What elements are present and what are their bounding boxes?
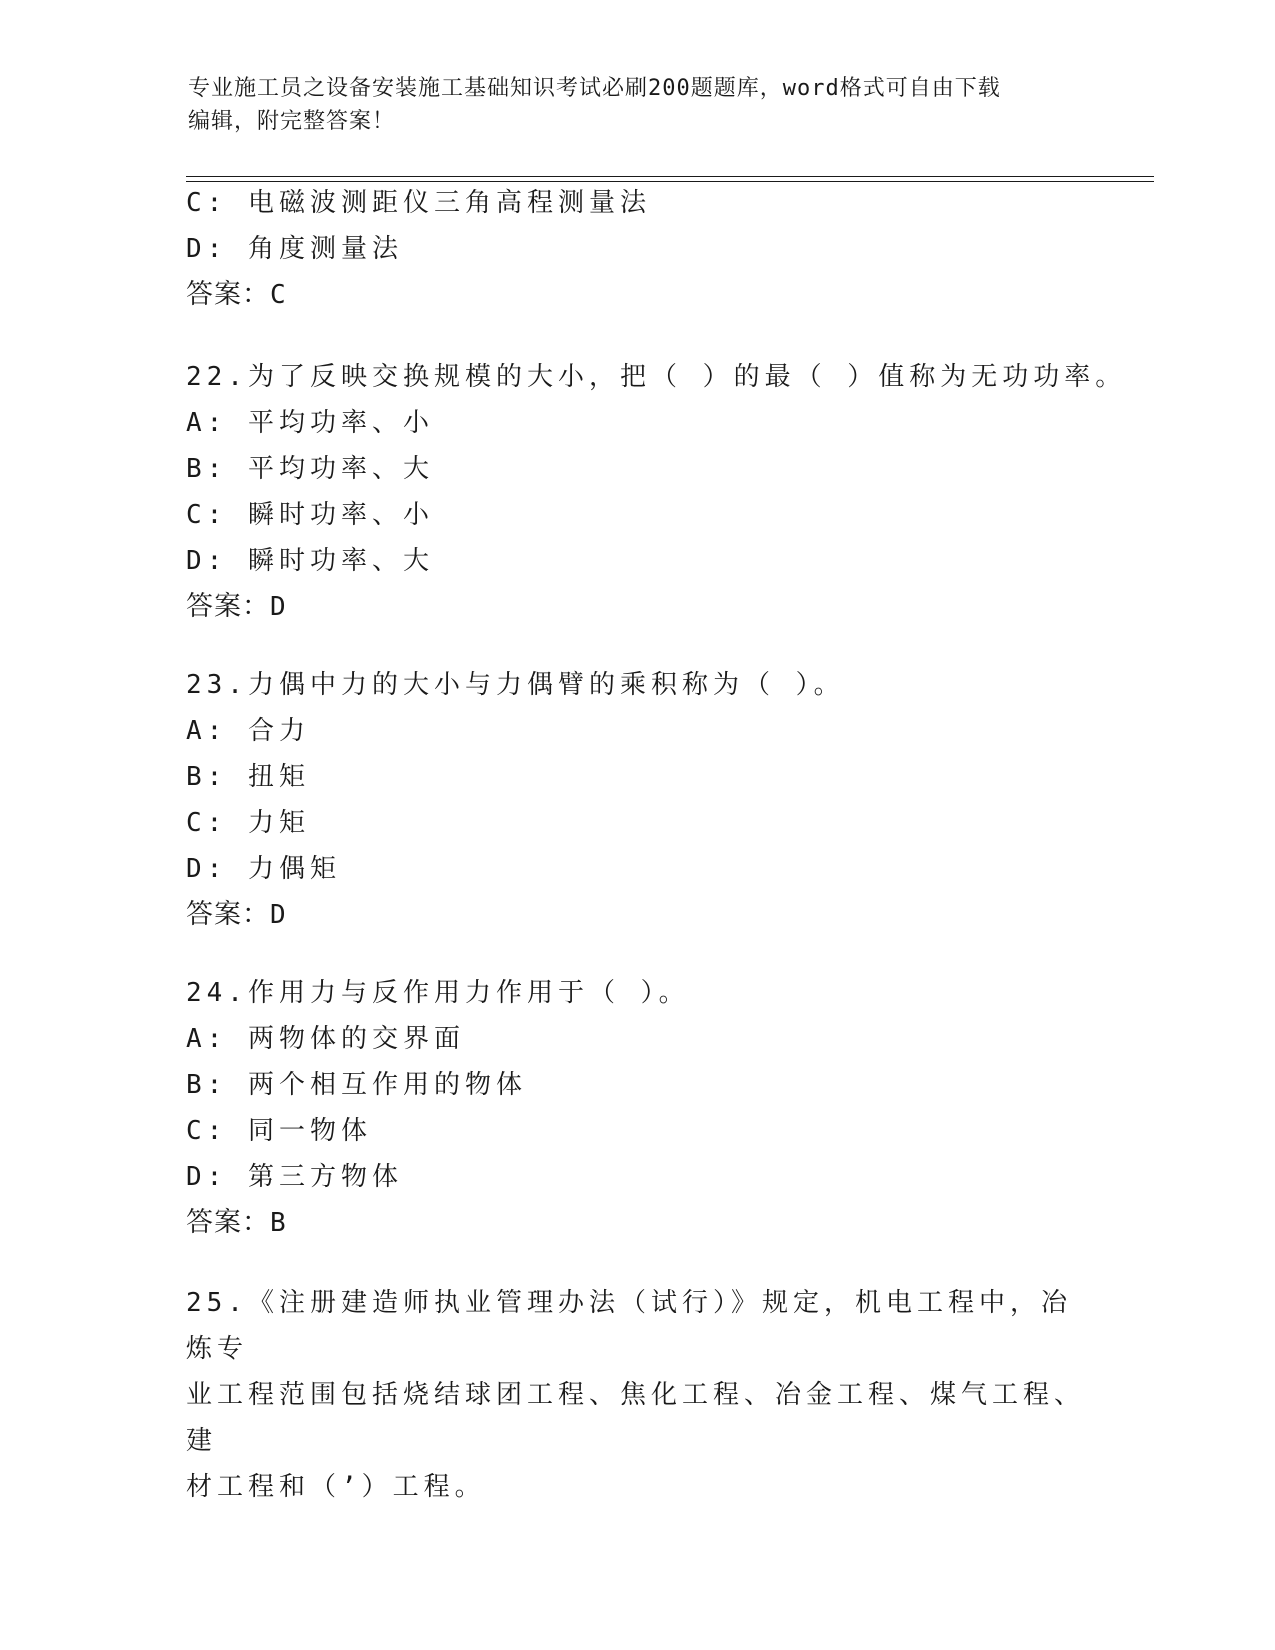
option-d: D: 力偶矩 — [186, 854, 341, 884]
header-divider-top — [186, 176, 1154, 177]
question-stem: 22.为了反映交换规模的大小，把（ ）的最（ ）值称为无功功率。 — [186, 362, 1127, 392]
answer-line — [186, 584, 1086, 630]
answer-value: D — [270, 592, 287, 622]
header-title-line-1: 专业施工员之设备安装施工基础知识考试必刷200题题库，word格式可自由下载 — [188, 76, 1001, 101]
answer-line — [186, 272, 1086, 318]
option-a: A: 平均功率、小 — [186, 408, 434, 438]
answer-line — [186, 1200, 1086, 1246]
question-stem-line-2: 业工程范围包括烧结球团工程、焦化工程、冶金工程、煤气工程、建 — [186, 1380, 1086, 1456]
answer-line — [186, 892, 1086, 938]
option-c: C: 力矩 — [186, 808, 310, 838]
option-d: D: 瞬时功率、大 — [186, 546, 434, 576]
answer-label: 答案： — [186, 591, 270, 622]
answer-value: B — [270, 1208, 287, 1238]
option-d: D: 第三方物体 — [186, 1162, 403, 1192]
question-25 — [186, 1280, 1086, 1510]
question-23 — [186, 662, 1086, 938]
answer-value: C — [270, 280, 287, 310]
option-b: B: 扭矩 — [186, 762, 310, 792]
option-a: A: 合力 — [186, 716, 310, 746]
answer-label: 答案： — [186, 1207, 270, 1238]
answer-label: 答案： — [186, 899, 270, 930]
header-title-line-2: 编辑，附完整答案！ — [188, 109, 396, 134]
question-stem: 23.力偶中力的大小与力偶臂的乘积称为（ ）。 — [186, 670, 845, 700]
option-b: B: 两个相互作用的物体 — [186, 1070, 527, 1100]
document-header — [188, 72, 1088, 138]
question-stem-line-3: 材工程和（’）工程。 — [186, 1472, 486, 1502]
question-stem-line-1: 25.《注册建造师执业管理办法（试行）》规定，机电工程中，冶炼专 — [186, 1288, 1072, 1364]
option-a: A: 两物体的交界面 — [186, 1024, 465, 1054]
option-c: C: 电磁波测距仪三角高程测量法 — [186, 188, 651, 218]
question-stem: 24.作用力与反作用力作用于（ ）。 — [186, 978, 690, 1008]
option-b: B: 平均功率、大 — [186, 454, 434, 484]
question-24 — [186, 970, 1086, 1246]
option-c: C: 瞬时功率、小 — [186, 500, 434, 530]
option-d: D: 角度测量法 — [186, 234, 403, 264]
question-22 — [186, 354, 1127, 630]
question-21-tail — [186, 180, 1086, 318]
answer-value: D — [270, 900, 287, 930]
answer-label: 答案： — [186, 279, 270, 310]
option-c: C: 同一物体 — [186, 1116, 372, 1146]
